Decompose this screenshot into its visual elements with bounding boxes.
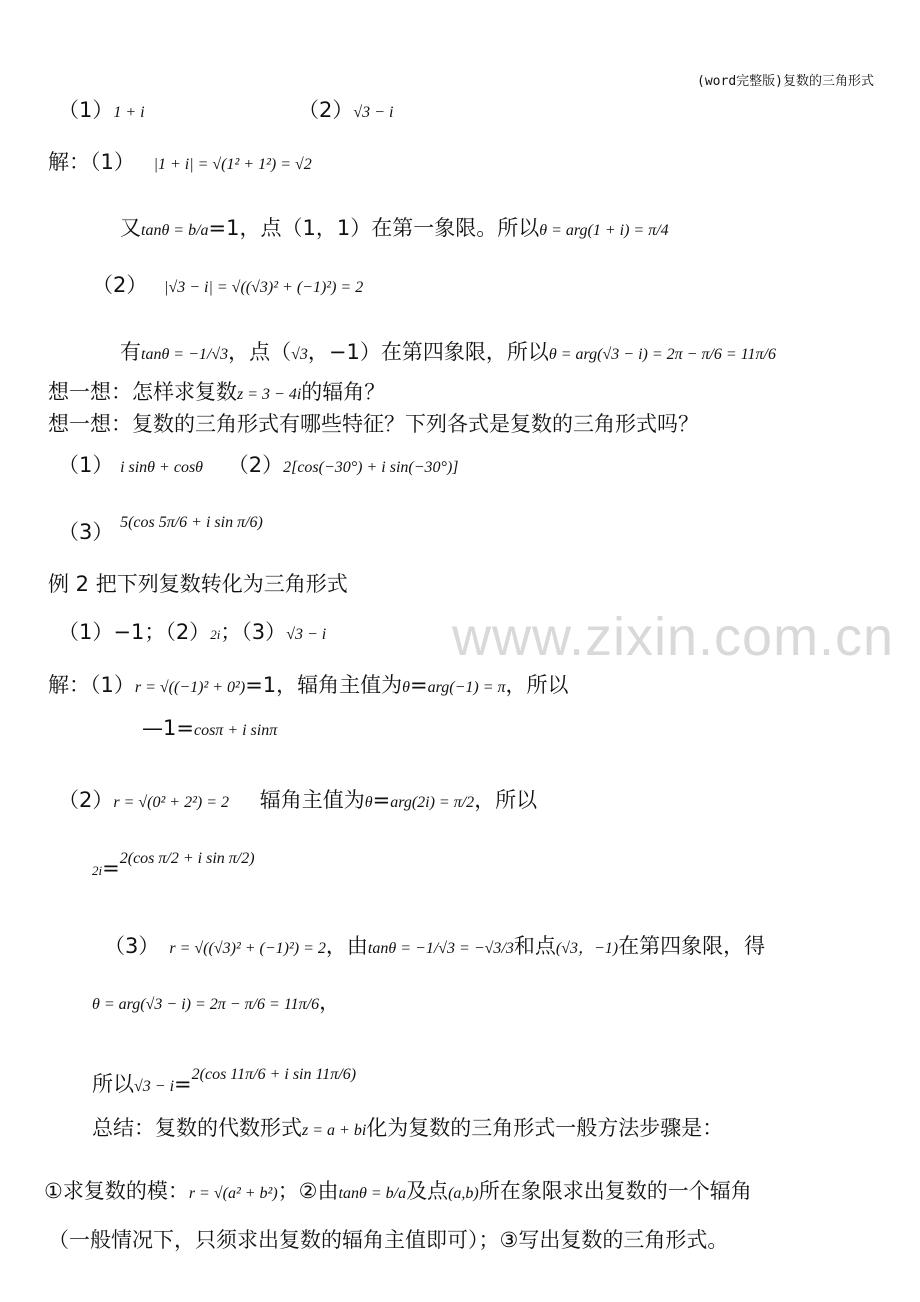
think-line (48, 382, 385, 403)
solution-line (92, 1066, 357, 1096)
text: ， (319, 990, 341, 1014)
formula: r = √(a² + b²) (188, 1185, 278, 1202)
solution-line (120, 218, 669, 239)
formula: 2(cos π/2 + i sin π/2) (119, 850, 255, 867)
formula: θ = arg(√3 − i) = 2π − π/6 = 11π/6 (92, 996, 320, 1013)
formula: tanθ = b/a (141, 222, 209, 239)
summary-line (44, 1181, 752, 1202)
text: （1）−1；（2） (58, 620, 211, 644)
label-2: （2） (298, 98, 354, 122)
text: = (102, 856, 120, 880)
problem-parts-line (58, 100, 145, 121)
label: （2） (58, 788, 114, 812)
formula: z = 3 − 4i (237, 386, 302, 403)
text: 又 (120, 216, 141, 240)
formula: 2[cos(−30°) + i sin(−30°)] (283, 459, 459, 476)
solution-line (104, 936, 765, 957)
formula: |√3 − i| = √((√3)² + (−1)²) = 2 (164, 279, 364, 296)
text: 有 (120, 340, 141, 364)
solution-line (58, 790, 537, 811)
summary-line (48, 1230, 728, 1251)
example-title (48, 574, 348, 595)
text: 例 2 把下列复数转化为三角形式 (48, 572, 348, 596)
formula: 2i (92, 863, 103, 878)
formula: tanθ = −1/√3 (141, 346, 229, 363)
solution-line (92, 275, 363, 296)
text: 的辐角？ (301, 380, 386, 404)
text: ①求复数的模： (44, 1179, 189, 1203)
example-parts-line (58, 622, 326, 643)
label-1: （1） (58, 98, 114, 122)
text: 所在象限求出复数的一个辐角 (478, 1179, 752, 1203)
label: 解：（1） (48, 673, 135, 697)
solution-line (48, 152, 312, 173)
label: （1） (58, 453, 114, 477)
formula: (a,b) (448, 1185, 479, 1202)
text: = (174, 1072, 192, 1096)
text: ，所以 (505, 673, 569, 697)
problem-part-2 (298, 100, 393, 121)
formula: √3 − i (353, 104, 394, 121)
formula: √3 − i (134, 1078, 175, 1095)
text: （一般情况下，只须求出复数的辐角主值即可）；③写出复数的三角形式。 (48, 1228, 729, 1252)
text: = (410, 673, 428, 697)
exercise-line (58, 514, 263, 544)
text: 和点 (513, 934, 556, 958)
formula: r = √((−1)² + 0²) (134, 679, 246, 696)
label: （3） (58, 520, 114, 544)
formula: tanθ = b/a (338, 1185, 407, 1202)
formula: |1 + i| = √(1² + 1²) = √2 (153, 156, 312, 173)
watermark: www.zixin.com.cn (452, 607, 895, 667)
formula: arg(2i) = π/2 (390, 794, 475, 811)
formula: 5(cos 5π/6 + i sin π/6) (120, 514, 263, 531)
formula: z = a + bi (302, 1122, 367, 1139)
formula: θ = arg(√3 − i) = 2π − π/6 = 11π/6 (548, 346, 776, 363)
formula: arg(−1) = π (427, 679, 506, 696)
formula: (√3，−1) (555, 940, 619, 957)
text: 辐角主值为 (259, 788, 365, 812)
formula: r = √(0² + 2²) = 2 (113, 794, 230, 811)
label: （2） (92, 273, 148, 297)
formula: 2i (210, 627, 221, 642)
solution-line (48, 675, 569, 696)
summary-line (92, 1118, 723, 1139)
formula: 2(cos 11π/6 + i sin 11π/6) (191, 1066, 357, 1083)
text: ，所以 (474, 788, 538, 812)
formula: θ (402, 679, 411, 696)
text: ；（3） (220, 620, 287, 644)
exercise-line (58, 455, 459, 476)
text: 总结：复数的代数形式 (92, 1116, 302, 1140)
formula: θ = arg(1 + i) = π/4 (539, 222, 669, 239)
formula: i sinθ + cosθ (120, 459, 204, 476)
text: 想一想：怎样求复数 (48, 380, 237, 404)
label: （3） (104, 934, 160, 958)
text: =1，辐角主值为 (245, 673, 403, 697)
text: 在第四象限，得 (618, 934, 766, 958)
formula: √3 (291, 346, 308, 363)
text: 所以 (92, 1072, 134, 1096)
text: =1，点（1，1）在第一象限。所以 (208, 216, 540, 240)
text: ，由 (325, 934, 368, 958)
text: —1= (142, 716, 194, 740)
text: ；②由 (277, 1179, 339, 1203)
text: 想一想：复数的三角形式有哪些特征？下列各式是复数的三角形式吗？ (48, 412, 699, 436)
formula: θ (364, 794, 373, 811)
formula: 1 + i (113, 104, 145, 121)
text: 及点 (406, 1179, 449, 1203)
label: （2） (227, 453, 284, 477)
formula: tanθ = −1/√3 = −√3/3 (367, 940, 514, 957)
text: ，点（ (228, 340, 292, 364)
formula: √3 − i (286, 626, 327, 643)
text: 化为复数的三角形式一般方法步骤是： (366, 1116, 724, 1140)
solution-line (92, 850, 255, 880)
formula: cosπ + i sinπ (193, 722, 278, 739)
solution-line (120, 342, 776, 363)
solution-line (142, 718, 277, 739)
formula: r = √((√3)² + (−1)²) = 2 (169, 940, 326, 957)
page-header: (word完整版)复数的三角形式 (697, 74, 874, 89)
think-line (48, 414, 699, 435)
text: = (372, 788, 391, 812)
label: 解：（1） (48, 150, 135, 174)
solution-line (92, 992, 340, 1013)
text: ，−1）在第四象限，所以 (307, 340, 549, 364)
